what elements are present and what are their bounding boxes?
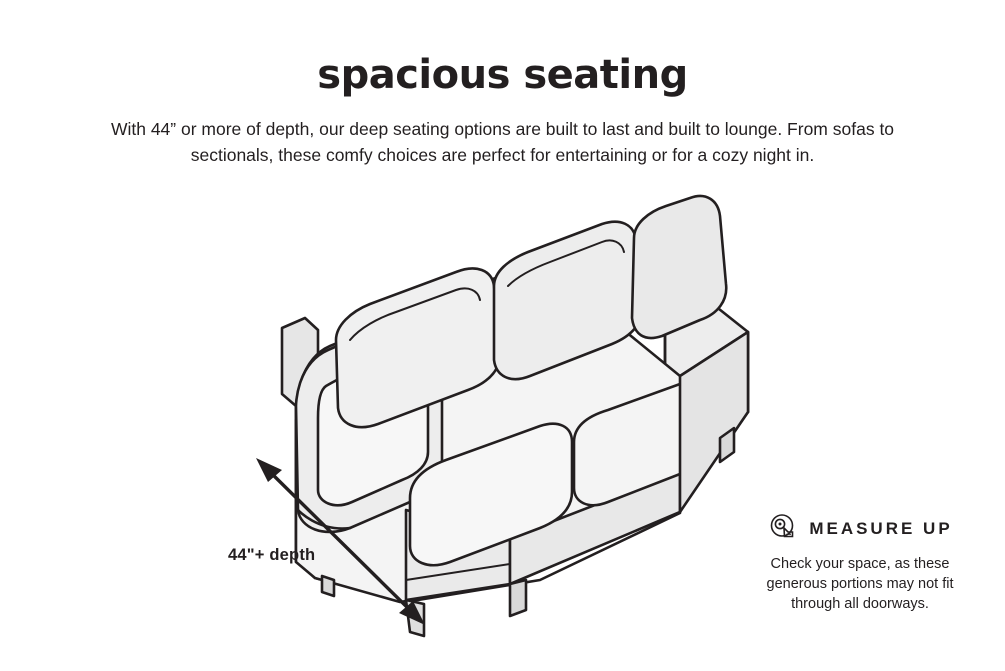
page-description: With 44” or more of depth, our deep seating options are built to last and built to lounge. From sofas to sectionals, these comfy choices are perfect for entertaining or for a cozy night in. [110, 119, 895, 165]
sofa-illustration [210, 180, 810, 650]
tape-measure-icon [767, 512, 797, 547]
depth-dimension-label: 44"+ depth [228, 546, 316, 564]
measure-up-note [735, 554, 985, 614]
measure-up-header [735, 512, 985, 546]
measure-up-block [735, 512, 985, 614]
measure-up-title: MEASURE UP [809, 519, 953, 538]
page-title: spacious seating [317, 52, 688, 98]
measure-up-note-line-1: Check your space, as these [770, 556, 950, 572]
measure-up-note-line-2: generous portions may not fit [766, 576, 954, 592]
measure-up-note-line-3: through all doorways. [791, 596, 929, 612]
